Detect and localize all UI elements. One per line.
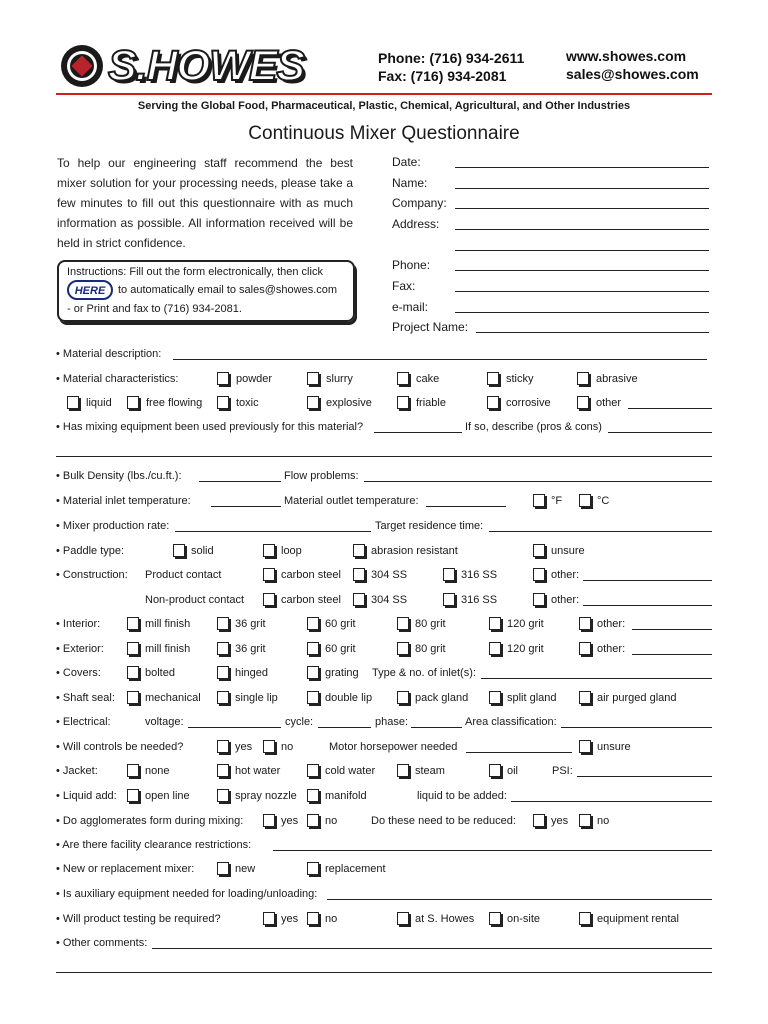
ext-36-grit-label: 36 grit bbox=[235, 643, 266, 655]
covers-hinged-checkbox[interactable] bbox=[217, 666, 229, 679]
int-other-label: other: bbox=[597, 618, 626, 630]
ext-80-grit-label: 80 grit bbox=[415, 643, 446, 655]
residence-time-label: Target residence time: bbox=[375, 520, 484, 532]
abrasive-checkbox[interactable] bbox=[577, 372, 589, 385]
area-class-field[interactable] bbox=[561, 727, 712, 728]
cycle-label: cycle: bbox=[285, 716, 314, 728]
seal-mechanical-checkbox[interactable] bbox=[127, 691, 139, 704]
other-comments-field-line2[interactable] bbox=[56, 972, 712, 973]
production-rate-label: • Mixer production rate: bbox=[56, 520, 170, 532]
construction-label: • Construction: bbox=[56, 569, 128, 581]
paddle-loop-checkbox[interactable] bbox=[263, 544, 275, 557]
if-so-field[interactable] bbox=[608, 432, 712, 433]
reduced-label: Do these need to be reduced: bbox=[371, 815, 516, 827]
tagline: Serving the Global Food, Pharmaceutical, Plastic, Chemical, Agricultural, and Other Industries bbox=[137, 100, 631, 112]
reduced-no-checkbox[interactable] bbox=[579, 814, 591, 827]
page-title: Continuous Mixer Questionnaire bbox=[248, 123, 520, 144]
project-name-field[interactable] bbox=[476, 332, 709, 333]
ext-other-label: other: bbox=[597, 643, 626, 655]
testing-at-showes-checkbox[interactable] bbox=[397, 912, 409, 925]
int-120-grit-checkbox[interactable] bbox=[489, 617, 501, 630]
testing-equipment-rental-checkbox[interactable] bbox=[579, 912, 591, 925]
seal-single-lip-checkbox[interactable] bbox=[217, 691, 229, 704]
celsius-label: °C bbox=[597, 495, 610, 507]
pc-316ss-checkbox[interactable] bbox=[443, 568, 455, 581]
header-website[interactable]: www.showes.com bbox=[566, 48, 687, 64]
npc-other-field[interactable] bbox=[583, 605, 712, 606]
ext-mill-finish-label: mill finish bbox=[145, 643, 191, 655]
controls-no-label: no bbox=[281, 741, 294, 753]
instructions-line3: - or Print and fax to (716) 934-2081. bbox=[67, 303, 242, 315]
ext-60-grit-checkbox[interactable] bbox=[307, 642, 319, 655]
liquid-spray-nozzle-checkbox[interactable] bbox=[217, 789, 229, 802]
header-phone: Phone: (716) 934-2611 bbox=[378, 50, 525, 66]
seal-split-gland-checkbox[interactable] bbox=[489, 691, 501, 704]
outlet-temp-label: Material outlet temperature: bbox=[284, 495, 419, 507]
paddle-abrasion-label: abrasion resistant bbox=[371, 545, 458, 557]
covers-label: • Covers: bbox=[56, 667, 101, 679]
company-logo bbox=[58, 40, 308, 92]
seal-double-lip-label: double lip bbox=[325, 692, 373, 704]
ext-36-grit-checkbox[interactable] bbox=[217, 642, 229, 655]
non-product-contact-label: Non-product contact bbox=[145, 594, 245, 606]
jacket-oil-checkbox[interactable] bbox=[489, 764, 501, 777]
sticky-checkbox[interactable] bbox=[487, 372, 499, 385]
controls-label: • Will controls be needed? bbox=[56, 741, 184, 753]
instructions-box bbox=[57, 260, 355, 322]
name-label: Name: bbox=[392, 176, 428, 190]
fax-field[interactable] bbox=[455, 291, 709, 292]
seal-split-gland-label: split gland bbox=[507, 692, 557, 704]
flow-problems-field[interactable] bbox=[364, 481, 712, 482]
pc-316ss-label: 316 SS bbox=[461, 569, 498, 581]
other-characteristic-label: other bbox=[596, 397, 622, 409]
seal-pack-gland-checkbox[interactable] bbox=[397, 691, 409, 704]
paddle-loop-label: loop bbox=[281, 545, 302, 557]
paddle-solid-label: solid bbox=[191, 545, 214, 557]
other-comments-field[interactable] bbox=[152, 948, 712, 949]
motor-unsure-label: unsure bbox=[597, 741, 631, 753]
inlet-temp-field[interactable] bbox=[211, 506, 281, 507]
agglomerates-label: • Do agglomerates form during mixing: bbox=[56, 815, 244, 827]
liquid-checkbox[interactable] bbox=[67, 396, 79, 409]
phase-field[interactable] bbox=[411, 727, 462, 728]
ext-other-checkbox[interactable] bbox=[579, 642, 591, 655]
int-36-grit-label: 36 grit bbox=[235, 618, 266, 630]
testing-label: • Will product testing be required? bbox=[56, 913, 221, 925]
jacket-none-label: none bbox=[145, 765, 170, 777]
email-label: e-mail: bbox=[392, 300, 429, 314]
new-mixer-label: new bbox=[235, 863, 256, 875]
flow-problems-label: Flow problems: bbox=[284, 470, 359, 482]
paddle-type-label: • Paddle type: bbox=[56, 545, 125, 557]
sticky-label: sticky bbox=[506, 373, 534, 385]
testing-equipment-rental-label: equipment rental bbox=[597, 913, 679, 925]
pc-304ss-label: 304 SS bbox=[371, 569, 408, 581]
clearance-field[interactable] bbox=[273, 850, 712, 851]
product-contact-label: Product contact bbox=[145, 569, 222, 581]
logo-text: S.HOWES bbox=[108, 42, 305, 90]
int-other-field[interactable] bbox=[632, 629, 712, 630]
intro-paragraph: To help our engineering staff recommend the best mixer solution for your processing needs, please take a few minutes to fill out this questionnaire with as much information as possible. All information received will be held in strict confidence. bbox=[57, 156, 353, 250]
address-field[interactable] bbox=[455, 229, 709, 230]
shaft-seal-label: • Shaft seal: bbox=[56, 692, 115, 704]
liquid-to-add-label: liquid to be added: bbox=[417, 790, 507, 802]
pc-carbon-steel-checkbox[interactable] bbox=[263, 568, 275, 581]
covers-hinged-label: hinged bbox=[235, 667, 269, 679]
ext-other-field[interactable] bbox=[632, 654, 712, 655]
testing-yes-label: yes bbox=[281, 913, 299, 925]
npc-carbon-steel-label: carbon steel bbox=[281, 594, 341, 606]
int-36-grit-checkbox[interactable] bbox=[217, 617, 229, 630]
int-mill-finish-label: mill finish bbox=[145, 618, 191, 630]
paddle-unsure-checkbox[interactable] bbox=[533, 544, 545, 557]
slurry-label: slurry bbox=[326, 373, 353, 385]
friable-label: friable bbox=[416, 397, 446, 409]
covers-bolted-label: bolted bbox=[145, 667, 175, 679]
jacket-oil-label: oil bbox=[507, 765, 519, 777]
int-60-grit-checkbox[interactable] bbox=[307, 617, 319, 630]
controls-no-checkbox[interactable] bbox=[263, 740, 275, 753]
npc-316ss-label: 316 SS bbox=[461, 594, 498, 606]
auxiliary-field[interactable] bbox=[327, 899, 712, 900]
date-label: Date: bbox=[392, 155, 421, 169]
ext-mill-finish-checkbox[interactable] bbox=[127, 642, 139, 655]
powder-checkbox[interactable] bbox=[217, 372, 229, 385]
date-field[interactable] bbox=[455, 167, 709, 168]
liquid-label: liquid bbox=[86, 397, 112, 409]
free-flowing-label: free flowing bbox=[146, 397, 203, 409]
celsius-checkbox[interactable] bbox=[579, 494, 591, 507]
header-rule bbox=[56, 93, 712, 95]
liquid-open-line-checkbox[interactable] bbox=[127, 789, 139, 802]
residence-time-field[interactable] bbox=[489, 531, 712, 532]
controls-yes-checkbox[interactable] bbox=[217, 740, 229, 753]
int-other-checkbox[interactable] bbox=[579, 617, 591, 630]
pc-304ss-checkbox[interactable] bbox=[353, 568, 365, 581]
fahrenheit-checkbox[interactable] bbox=[533, 494, 545, 507]
name-field[interactable] bbox=[455, 188, 709, 189]
testing-on-site-label: on-site bbox=[507, 913, 541, 925]
covers-bolted-checkbox[interactable] bbox=[127, 666, 139, 679]
instructions-line1: Instructions: Fill out the form electronically, then click bbox=[67, 266, 323, 278]
covers-grating-checkbox[interactable] bbox=[307, 666, 319, 679]
npc-316ss-checkbox[interactable] bbox=[443, 593, 455, 606]
inlets-field[interactable] bbox=[481, 678, 712, 679]
header-email[interactable]: sales@showes.com bbox=[566, 66, 699, 82]
pc-carbon-steel-label: carbon steel bbox=[281, 569, 341, 581]
replacement-mixer-label: replacement bbox=[325, 863, 386, 875]
project-name-label: Project Name: bbox=[392, 320, 469, 334]
jacket-steam-label: steam bbox=[415, 765, 445, 777]
new-mixer-checkbox[interactable] bbox=[217, 862, 229, 875]
int-mill-finish-checkbox[interactable] bbox=[127, 617, 139, 630]
liquid-add-label: • Liquid add: bbox=[56, 790, 117, 802]
jacket-hot-water-label: hot water bbox=[235, 765, 281, 777]
agglomerates-no-label: no bbox=[325, 815, 338, 827]
corrosive-label: corrosive bbox=[506, 397, 551, 409]
voltage-label: voltage: bbox=[145, 716, 184, 728]
int-60-grit-label: 60 grit bbox=[325, 618, 356, 630]
powder-label: powder bbox=[236, 373, 273, 385]
abrasive-label: abrasive bbox=[596, 373, 638, 385]
other-characteristic-checkbox[interactable] bbox=[577, 396, 589, 409]
previous-equipment-label: • Has mixing equipment been used previously for this material? bbox=[56, 421, 364, 433]
liquid-spray-nozzle-label: spray nozzle bbox=[235, 790, 297, 802]
company-field[interactable] bbox=[455, 208, 709, 209]
phone-field[interactable] bbox=[455, 270, 709, 271]
seal-air-purged-label: air purged gland bbox=[597, 692, 677, 704]
int-120-grit-label: 120 grit bbox=[507, 618, 544, 630]
testing-on-site-checkbox[interactable] bbox=[489, 912, 501, 925]
testing-no-label: no bbox=[325, 913, 338, 925]
ext-120-grit-checkbox[interactable] bbox=[489, 642, 501, 655]
int-80-grit-label: 80 grit bbox=[415, 618, 446, 630]
explosive-checkbox[interactable] bbox=[307, 396, 319, 409]
previous-equipment-field[interactable] bbox=[374, 432, 462, 433]
auxiliary-label: • Is auxiliary equipment needed for loading/unloading: bbox=[56, 888, 318, 900]
paddle-unsure-label: unsure bbox=[551, 545, 585, 557]
bulk-density-field[interactable] bbox=[199, 481, 281, 482]
testing-no-checkbox[interactable] bbox=[307, 912, 319, 925]
fax-label: Fax: bbox=[392, 279, 416, 293]
corrosive-checkbox[interactable] bbox=[487, 396, 499, 409]
phone-label: Phone: bbox=[392, 258, 431, 272]
psi-label: PSI: bbox=[552, 765, 573, 777]
email-field[interactable] bbox=[455, 312, 709, 313]
material-description-field[interactable] bbox=[173, 359, 707, 360]
cake-checkbox[interactable] bbox=[397, 372, 409, 385]
area-class-label: Area classification: bbox=[465, 716, 557, 728]
address-label: Address: bbox=[392, 217, 440, 231]
clearance-label: • Are there facility clearance restrictions: bbox=[56, 839, 252, 851]
fahrenheit-label: °F bbox=[551, 495, 563, 507]
reduced-no-label: no bbox=[597, 815, 610, 827]
inlets-label: Type & no. of inlet(s): bbox=[372, 667, 476, 679]
explosive-label: explosive bbox=[326, 397, 372, 409]
here-button[interactable]: HERE bbox=[67, 280, 113, 300]
cycle-field[interactable] bbox=[318, 727, 371, 728]
testing-at-showes-label: at S. Howes bbox=[415, 913, 475, 925]
motor-unsure-checkbox[interactable] bbox=[579, 740, 591, 753]
ext-60-grit-label: 60 grit bbox=[325, 643, 356, 655]
other-comments-label: • Other comments: bbox=[56, 937, 148, 949]
ext-80-grit-checkbox[interactable] bbox=[397, 642, 409, 655]
new-or-replacement-label: • New or replacement mixer: bbox=[56, 863, 195, 875]
material-characteristics-label: • Material characteristics: bbox=[56, 373, 179, 385]
seal-air-purged-checkbox[interactable] bbox=[579, 691, 591, 704]
pc-other-label: other: bbox=[551, 569, 580, 581]
seal-mechanical-label: mechanical bbox=[145, 692, 201, 704]
jacket-none-checkbox[interactable] bbox=[127, 764, 139, 777]
free-flowing-checkbox[interactable] bbox=[127, 396, 139, 409]
agglomerates-yes-label: yes bbox=[281, 815, 299, 827]
liquid-to-add-field[interactable] bbox=[511, 801, 712, 802]
replacement-mixer-checkbox[interactable] bbox=[307, 862, 319, 875]
header-fax: Fax: (716) 934-2081 bbox=[378, 68, 507, 84]
jacket-label: • Jacket: bbox=[56, 765, 98, 777]
voltage-field[interactable] bbox=[188, 727, 281, 728]
jacket-cold-water-checkbox[interactable] bbox=[307, 764, 319, 777]
agglomerates-yes-checkbox[interactable] bbox=[263, 814, 275, 827]
reduced-yes-checkbox[interactable] bbox=[533, 814, 545, 827]
int-80-grit-checkbox[interactable] bbox=[397, 617, 409, 630]
jacket-hot-water-checkbox[interactable] bbox=[217, 764, 229, 777]
if-so-label: If so, describe (pros & cons) bbox=[465, 421, 602, 433]
controls-yes-label: yes bbox=[235, 741, 253, 753]
liquid-open-line-label: open line bbox=[145, 790, 190, 802]
slurry-checkbox[interactable] bbox=[307, 372, 319, 385]
ext-120-grit-label: 120 grit bbox=[507, 643, 544, 655]
npc-other-checkbox[interactable] bbox=[533, 593, 545, 606]
other-characteristic-field[interactable] bbox=[628, 408, 712, 409]
toxic-checkbox[interactable] bbox=[217, 396, 229, 409]
jacket-cold-water-label: cold water bbox=[325, 765, 376, 777]
toxic-label: toxic bbox=[236, 397, 259, 409]
company-label: Company: bbox=[392, 196, 447, 210]
seal-double-lip-checkbox[interactable] bbox=[307, 691, 319, 704]
npc-304ss-label: 304 SS bbox=[371, 594, 408, 606]
pc-other-field[interactable] bbox=[583, 580, 712, 581]
covers-grating-label: grating bbox=[325, 667, 359, 679]
liquid-manifold-label: manifold bbox=[325, 790, 367, 802]
agglomerates-no-checkbox[interactable] bbox=[307, 814, 319, 827]
phase-label: phase: bbox=[375, 716, 409, 728]
paddle-solid-checkbox[interactable] bbox=[173, 544, 185, 557]
cake-label: cake bbox=[416, 373, 440, 385]
seal-single-lip-label: single lip bbox=[235, 692, 278, 704]
jacket-steam-checkbox[interactable] bbox=[397, 764, 409, 777]
exterior-label: • Exterior: bbox=[56, 643, 104, 655]
electrical-label: • Electrical: bbox=[56, 716, 111, 728]
material-description-label: • Material description: bbox=[56, 348, 162, 360]
npc-carbon-steel-checkbox[interactable] bbox=[263, 593, 275, 606]
motor-hp-label: Motor horsepower needed bbox=[329, 741, 458, 753]
outlet-temp-field[interactable] bbox=[426, 506, 506, 507]
npc-other-label: other: bbox=[551, 594, 580, 606]
psi-field[interactable] bbox=[577, 776, 712, 777]
friable-checkbox[interactable] bbox=[397, 396, 409, 409]
instructions-line2: to automatically email to sales@showes.com bbox=[118, 284, 338, 296]
liquid-manifold-checkbox[interactable] bbox=[307, 789, 319, 802]
reduced-yes-label: yes bbox=[551, 815, 569, 827]
interior-label: • Interior: bbox=[56, 618, 101, 630]
inlet-temp-label: • Material inlet temperature: bbox=[56, 495, 191, 507]
if-so-field-line2[interactable] bbox=[56, 456, 712, 457]
testing-yes-checkbox[interactable] bbox=[263, 912, 275, 925]
bulk-density-label: • Bulk Density (lbs./cu.ft.): bbox=[56, 470, 182, 482]
npc-304ss-checkbox[interactable] bbox=[353, 593, 365, 606]
pc-other-checkbox[interactable] bbox=[533, 568, 545, 581]
seal-pack-gland-label: pack gland bbox=[415, 692, 469, 704]
production-rate-field[interactable] bbox=[175, 531, 371, 532]
paddle-abrasion-checkbox[interactable] bbox=[353, 544, 365, 557]
address-field-line2[interactable] bbox=[455, 250, 709, 251]
motor-hp-field[interactable] bbox=[466, 752, 572, 753]
